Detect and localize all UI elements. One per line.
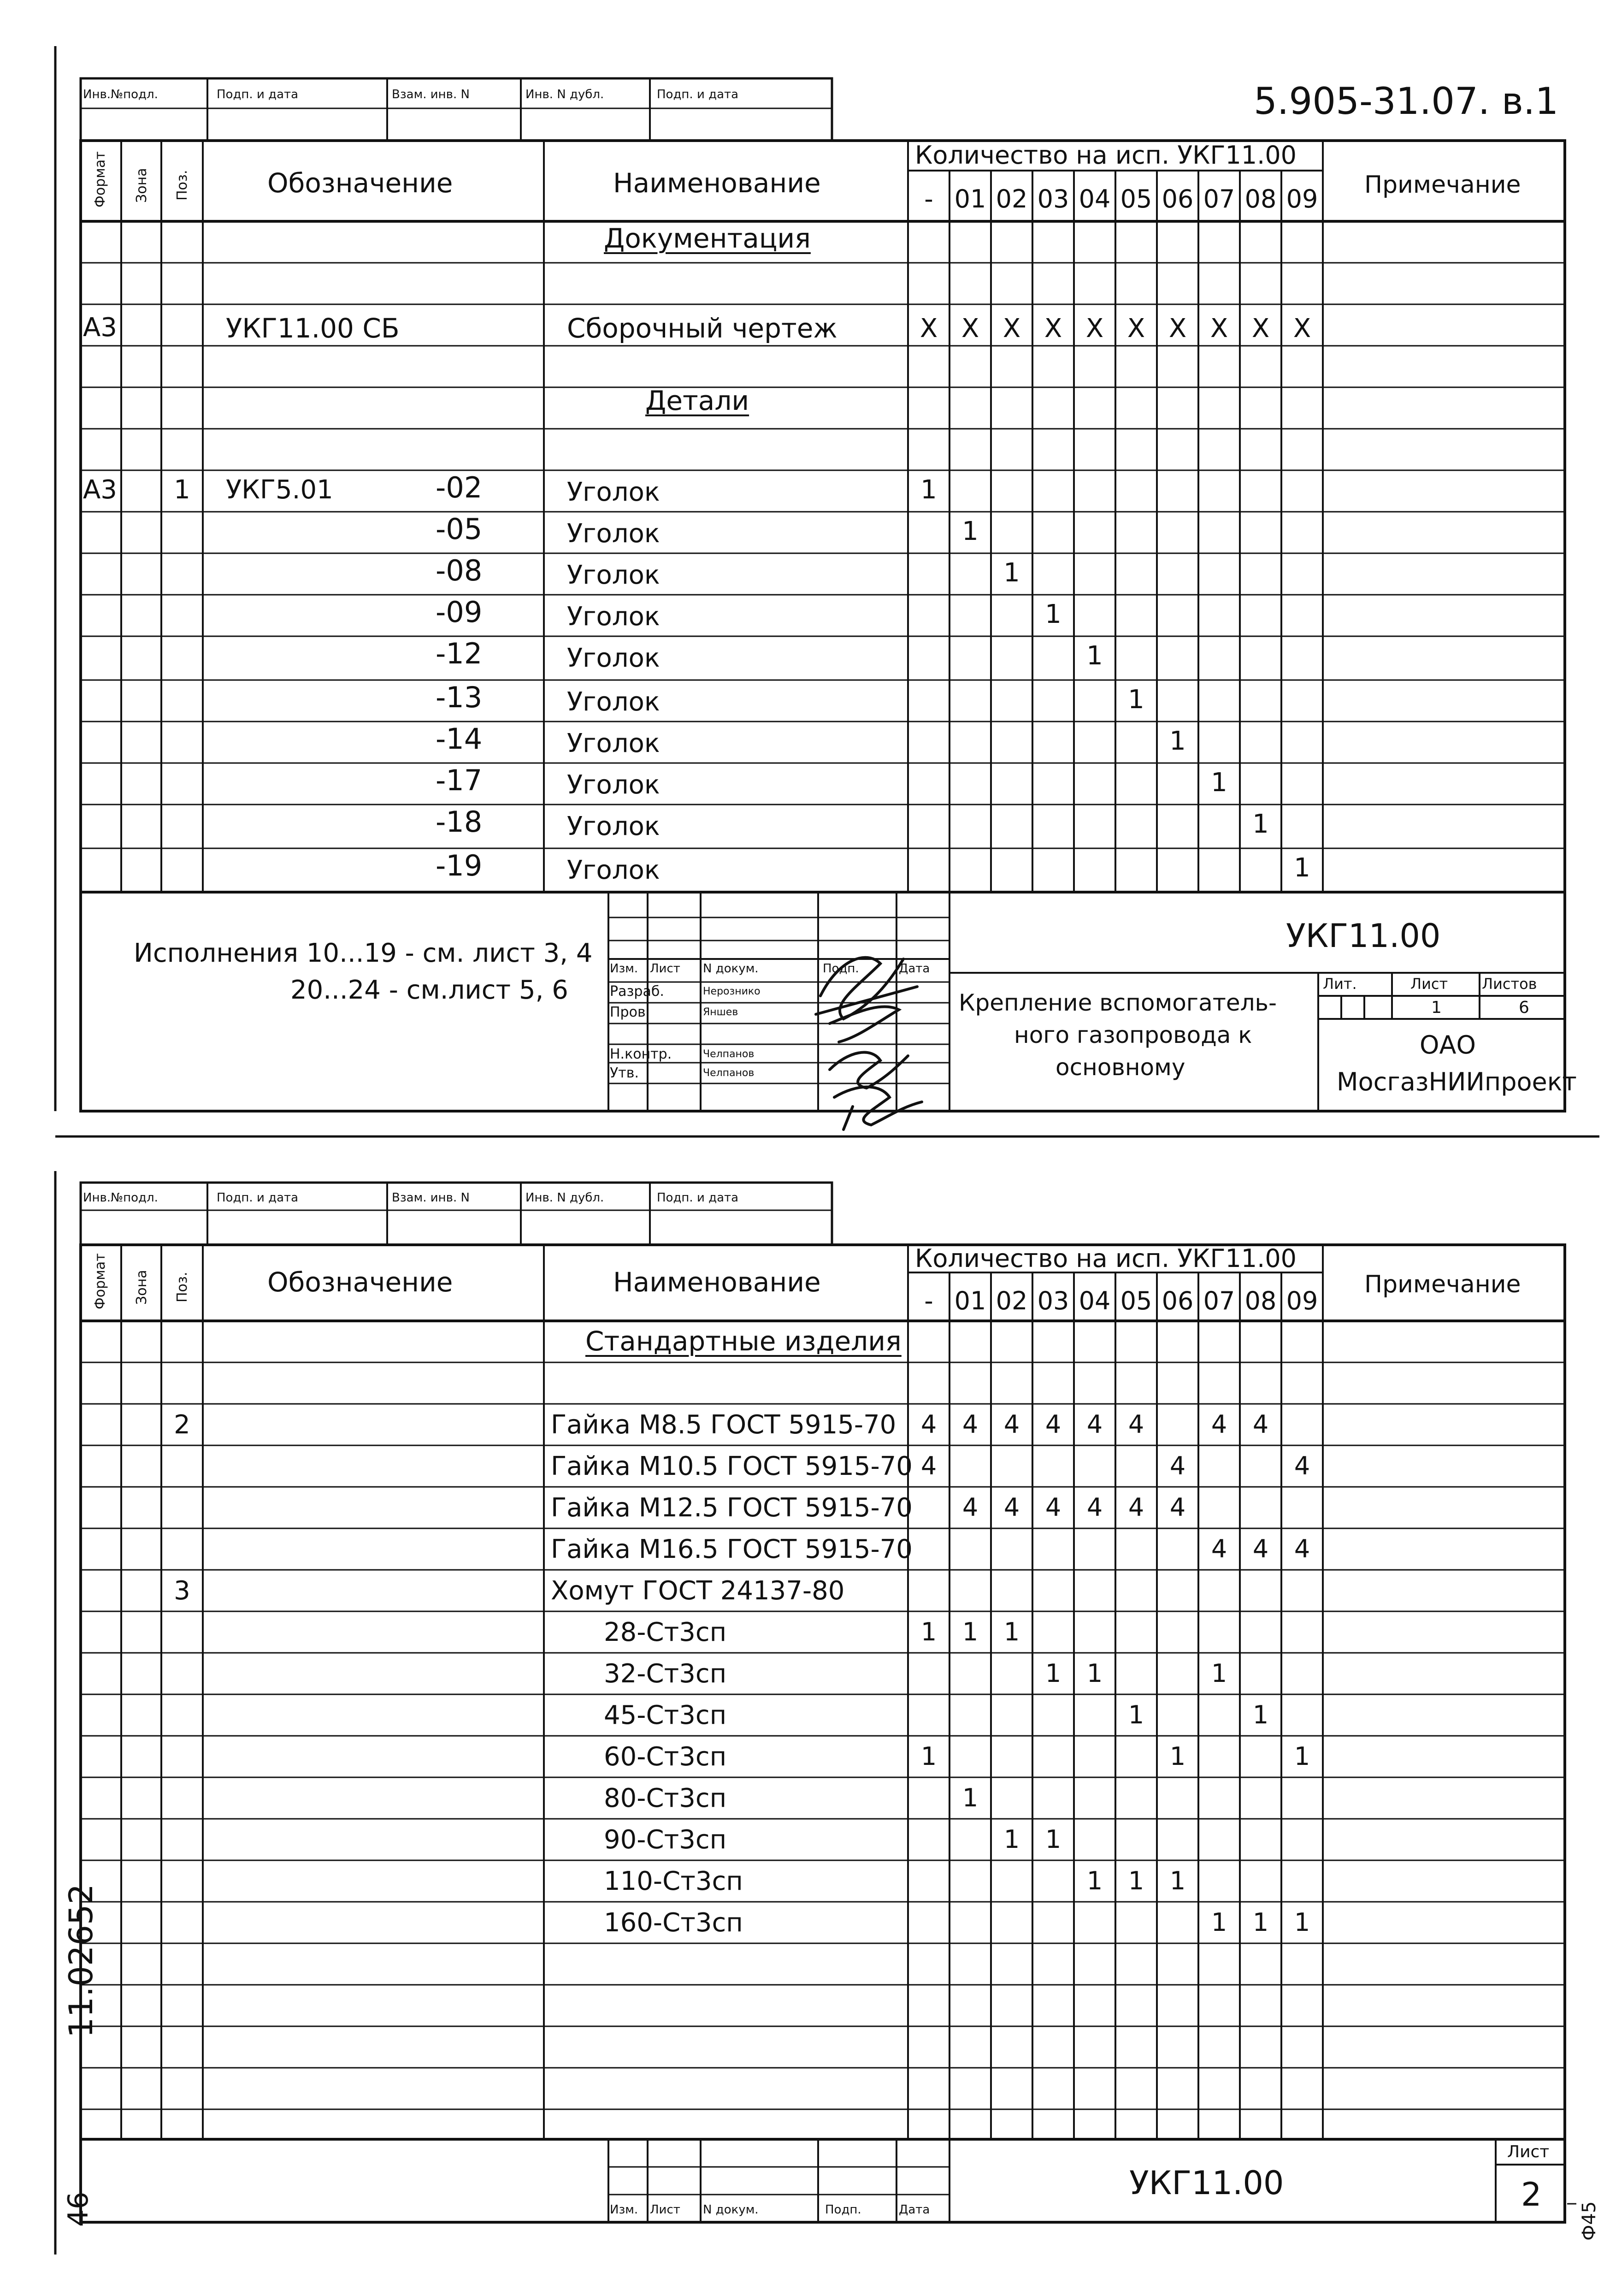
doc-qty-cell: Х — [1251, 314, 1270, 343]
header-name: Наименование — [613, 167, 821, 199]
variant-col-06: 06 — [1162, 1286, 1194, 1315]
std-item-qty-cell: 1 — [1294, 1908, 1310, 1937]
part-qty-cell: 1 — [920, 475, 937, 505]
variant-col-07: 07 — [1203, 1286, 1235, 1315]
std-item-name: 60-Ст3сп — [604, 1742, 727, 1772]
org-line-1: ОАО — [1420, 1030, 1476, 1059]
std-item-qty-cell: 1 — [1128, 1700, 1144, 1729]
tb2-data: Дата — [899, 2203, 930, 2217]
doc-qty-cell: Х — [1210, 314, 1228, 343]
part-name: Уголок — [567, 728, 660, 758]
tb2-izm: Изм. — [610, 2203, 638, 2217]
std-item-name: 32-Ст3сп — [604, 1659, 727, 1689]
std-item-qty-cell: 4 — [1003, 1493, 1020, 1522]
std-item-qty-cell: 1 — [962, 1783, 979, 1812]
variant-col-04: 04 — [1079, 1286, 1111, 1315]
stamp-inv-podl: Инв.№подл. — [83, 88, 158, 101]
tb1-list: Лист — [650, 962, 680, 976]
margin-number: 46 — [62, 2191, 94, 2227]
part-designation-suffix: -18 — [436, 805, 483, 839]
variant-col-06: 06 — [1162, 184, 1194, 213]
tb1-data: Дата — [899, 962, 930, 976]
part-qty-cell: 1 — [1169, 726, 1186, 756]
variant-col-05: 05 — [1120, 184, 1152, 213]
variant-col-02: 02 — [996, 1286, 1028, 1315]
doc-name: Сборочный чертеж — [567, 313, 837, 344]
variant-col-01: 01 — [954, 1286, 986, 1315]
std-item-qty-cell: 4 — [1252, 1534, 1269, 1563]
header2-format: Формат — [92, 1253, 108, 1309]
std-item-qty-cell: 4 — [920, 1451, 937, 1480]
std-item-qty-cell: 1 — [1003, 1617, 1020, 1646]
part-designation-suffix: -05 — [436, 512, 483, 546]
std-item-name: 45-Ст3сп — [604, 1700, 727, 1730]
role-prov: Пров. — [610, 1004, 650, 1020]
part-name: Уголок — [567, 519, 660, 549]
std-item-name: 160-Ст3сп — [604, 1908, 743, 1938]
std-item-qty-cell: 1 — [1294, 1742, 1310, 1771]
variant-col-03: 03 — [1037, 1286, 1069, 1315]
role-utv: Утв. — [610, 1065, 639, 1081]
part-position: 1 — [174, 475, 190, 505]
std-item-qty-cell: 1 — [1211, 1908, 1227, 1937]
std-item-qty-cell: 4 — [1169, 1493, 1186, 1522]
part-designation-suffix: -08 — [436, 554, 483, 587]
std-item-qty-cell: 4 — [1086, 1493, 1103, 1522]
part-qty-cell: 1 — [1128, 685, 1144, 715]
std-item-qty-cell: 4 — [1128, 1493, 1144, 1522]
std-item-qty-cell: 4 — [962, 1410, 979, 1439]
name-razrab: Нерознико — [703, 986, 761, 997]
header-zone: Зона — [134, 168, 150, 203]
doc-qty-cell: Х — [1168, 314, 1187, 343]
stamp-podp-data-2: Подп. и дата — [657, 88, 739, 101]
std-item-qty-cell: 4 — [962, 1493, 979, 1522]
section-standard-items: Стандартные изделия — [585, 1326, 902, 1357]
name-nkontr: Челпанов — [703, 1048, 755, 1060]
std-item-qty-cell: 1 — [1252, 1908, 1269, 1937]
std-item-qty-cell: 1 — [1045, 1659, 1061, 1688]
signature-scribbles — [802, 931, 954, 1134]
std-item-qty-cell: 1 — [1211, 1659, 1227, 1688]
sheet-label: Лист — [1410, 975, 1448, 993]
part-designation-suffix: -12 — [436, 637, 483, 670]
part-qty-cell: 1 — [962, 516, 979, 546]
std-item-name: Гайка М12.5 ГОСТ 5915-70 — [551, 1493, 913, 1523]
variant-col-04: 04 — [1079, 184, 1111, 213]
std-item-qty-cell: 1 — [1169, 1742, 1186, 1771]
sheets-label: Листов — [1482, 975, 1537, 993]
std-item-qty-cell: 1 — [1169, 1866, 1186, 1895]
doc-qty-cell: Х — [1293, 314, 1311, 343]
variant-col-08: 08 — [1244, 1286, 1277, 1315]
std-item-qty-cell: 1 — [1252, 1700, 1269, 1729]
std-item-qty-cell: 1 — [1003, 1825, 1020, 1854]
part-designation-suffix: -02 — [436, 471, 483, 504]
part-qty-cell: 1 — [1294, 853, 1310, 883]
part-designation-suffix: -17 — [436, 763, 483, 797]
part-designation-base: УКГ5.01 — [226, 475, 333, 505]
variant-col-base: - — [924, 1286, 933, 1315]
variant-col-base: - — [924, 184, 933, 213]
part-qty-cell: 1 — [1211, 768, 1227, 798]
header-qty: Количество на исп. УКГ11.00 — [915, 141, 1297, 170]
std-item-name: Гайка М16.5 ГОСТ 5915-70 — [551, 1534, 913, 1564]
part-format: А3 — [83, 475, 117, 505]
stamp-podp-data: Подп. и дата — [217, 88, 299, 101]
std-item-qty-cell: 1 — [1086, 1866, 1103, 1895]
std-item-qty-cell: 1 — [1128, 1866, 1144, 1895]
doc-qty-cell: Х — [1002, 314, 1021, 343]
part-designation-suffix: -13 — [436, 681, 483, 714]
stamp-inv-dubl: Инв. N дубл. — [525, 88, 604, 101]
name-prov: Яншев — [703, 1006, 738, 1018]
doc-qty-cell: Х — [1044, 314, 1062, 343]
org-line-2: МосгазНИИпроект — [1337, 1067, 1577, 1096]
part-name: Уголок — [567, 477, 660, 507]
document-code: 5.905-31.07. в.1 — [1254, 80, 1559, 123]
margin-format: Ф45 — [1579, 2201, 1600, 2241]
title-line-1: Крепление вспомогатель- — [959, 989, 1277, 1016]
std-item-qty-cell: 4 — [1294, 1451, 1310, 1480]
header2-qty: Количество на исп. УКГ11.00 — [915, 1244, 1297, 1273]
part-qty-cell: 1 — [1086, 641, 1103, 671]
doc-format: А3 — [83, 313, 117, 343]
variant-col-09: 09 — [1286, 184, 1318, 213]
part-name: Уголок — [567, 770, 660, 800]
std-item-name: 28-Ст3сп — [604, 1617, 727, 1647]
name-utv: Челпанов — [703, 1067, 755, 1079]
std-item-qty-cell: 4 — [1211, 1534, 1227, 1563]
variant-col-01: 01 — [954, 184, 986, 213]
stamp-vzam-inv: Взам. инв. N — [392, 88, 470, 101]
std-item-qty-cell: 1 — [1086, 1659, 1103, 1688]
doc-qty-cell: Х — [961, 314, 979, 343]
variant-col-02: 02 — [996, 184, 1028, 213]
stamp2-vzam-inv: Взам. инв. N — [392, 1191, 470, 1205]
margin-inv-number: 11.02652 — [62, 1883, 100, 2038]
std-item-name: Хомут ГОСТ 24137-80 — [551, 1576, 845, 1606]
note-line-1: Исполнения 10...19 - см. лист 3, 4 — [134, 938, 593, 968]
std-item-position: 3 — [174, 1576, 190, 1606]
std-item-qty-cell: 4 — [920, 1410, 937, 1439]
title-line-2: ного газопровода к — [1014, 1022, 1252, 1048]
title2-code: УКГ11.00 — [1129, 2164, 1284, 2202]
std-item-name: 110-Ст3сп — [604, 1866, 743, 1896]
section-documentation: Документация — [604, 223, 811, 254]
variant-col-03: 03 — [1037, 184, 1069, 213]
role-nkontr: Н.контр. — [610, 1046, 672, 1062]
part-name: Уголок — [567, 811, 660, 841]
part-name: Уголок — [567, 602, 660, 632]
std-item-qty-cell: 4 — [1086, 1410, 1103, 1439]
std-item-qty-cell: 4 — [1128, 1410, 1144, 1439]
stamp2-podp-data: Подп. и дата — [217, 1191, 299, 1205]
part-name: Уголок — [567, 855, 660, 885]
title-line-3: основному — [1056, 1054, 1185, 1081]
header2-designation: Обозначение — [267, 1266, 453, 1298]
doc-qty-cell: Х — [1085, 314, 1104, 343]
stamp2-podp-data-2: Подп. и дата — [657, 1191, 739, 1205]
part-designation-suffix: -19 — [436, 849, 483, 882]
std-item-qty-cell: 4 — [1211, 1410, 1227, 1439]
sheet-number: 1 — [1431, 998, 1442, 1017]
variant-col-09: 09 — [1286, 1286, 1318, 1315]
std-item-name: 80-Ст3сп — [604, 1783, 727, 1813]
std-item-qty-cell: 4 — [1045, 1410, 1061, 1439]
part-designation-suffix: -09 — [436, 595, 483, 629]
std-item-qty-cell: 4 — [1252, 1410, 1269, 1439]
std-item-qty-cell: 1 — [920, 1617, 937, 1646]
std-item-qty-cell: 1 — [920, 1742, 937, 1771]
doc-designation: УКГ11.00 СБ — [226, 313, 400, 344]
part-qty-cell: 1 — [1252, 809, 1269, 839]
sheets-total: 6 — [1519, 998, 1529, 1017]
tb2-ndokum: N докум. — [703, 2203, 759, 2217]
header2-pos: Поз. — [174, 1272, 190, 1302]
doc-qty-cell: Х — [920, 314, 938, 343]
stamp2-inv-dubl: Инв. N дубл. — [525, 1191, 604, 1205]
part-name: Уголок — [567, 560, 660, 590]
std-item-name: Гайка М8.5 ГОСТ 5915-70 — [551, 1410, 896, 1440]
tb1-izm: Изм. — [610, 962, 638, 976]
lit-label: Лит. — [1323, 975, 1357, 993]
tb1-ndokum: N докум. — [703, 962, 759, 976]
header-note: Примечание — [1364, 171, 1521, 199]
part-name: Уголок — [567, 643, 660, 673]
stamp2-inv-podl: Инв.№подл. — [83, 1191, 158, 1205]
tb2-list: Лист — [650, 2203, 680, 2217]
header2-note: Примечание — [1364, 1271, 1521, 1298]
std-item-qty-cell: 1 — [1045, 1825, 1061, 1854]
tb2-podp: Подп. — [825, 2203, 861, 2217]
std-item-qty-cell: 1 — [962, 1617, 979, 1646]
variant-col-07: 07 — [1203, 184, 1235, 213]
std-item-qty-cell: 4 — [1045, 1493, 1061, 1522]
note-line-2: 20...24 - см.лист 5, 6 — [290, 975, 568, 1005]
section-parts: Детали — [645, 385, 749, 416]
doc-qty-cell: Х — [1127, 314, 1145, 343]
std-item-name: Гайка М10.5 ГОСТ 5915-70 — [551, 1451, 913, 1481]
header-designation: Обозначение — [267, 167, 453, 199]
sheet2-label: Лист — [1507, 2142, 1550, 2161]
std-item-position: 2 — [174, 1410, 190, 1440]
part-qty-cell: 1 — [1003, 558, 1020, 588]
header2-zone: Зона — [134, 1270, 150, 1305]
header-pos: Поз. — [174, 170, 190, 201]
role-razrab: Разраб. — [610, 983, 664, 1000]
sheet2-number: 2 — [1521, 2176, 1542, 2213]
part-name: Уголок — [567, 687, 660, 717]
title-code: УКГ11.00 — [1286, 917, 1441, 955]
std-item-qty-cell: 4 — [1169, 1451, 1186, 1480]
header2-name: Наименование — [613, 1266, 821, 1298]
std-item-qty-cell: 4 — [1294, 1534, 1310, 1563]
std-item-qty-cell: 4 — [1003, 1410, 1020, 1439]
header-format: Формат — [92, 151, 108, 207]
variant-col-05: 05 — [1120, 1286, 1152, 1315]
part-qty-cell: 1 — [1045, 599, 1061, 629]
tb1-podp: Подп. — [823, 962, 859, 976]
part-designation-suffix: -14 — [436, 722, 483, 756]
variant-col-08: 08 — [1244, 184, 1277, 213]
std-item-name: 90-Ст3сп — [604, 1825, 727, 1855]
